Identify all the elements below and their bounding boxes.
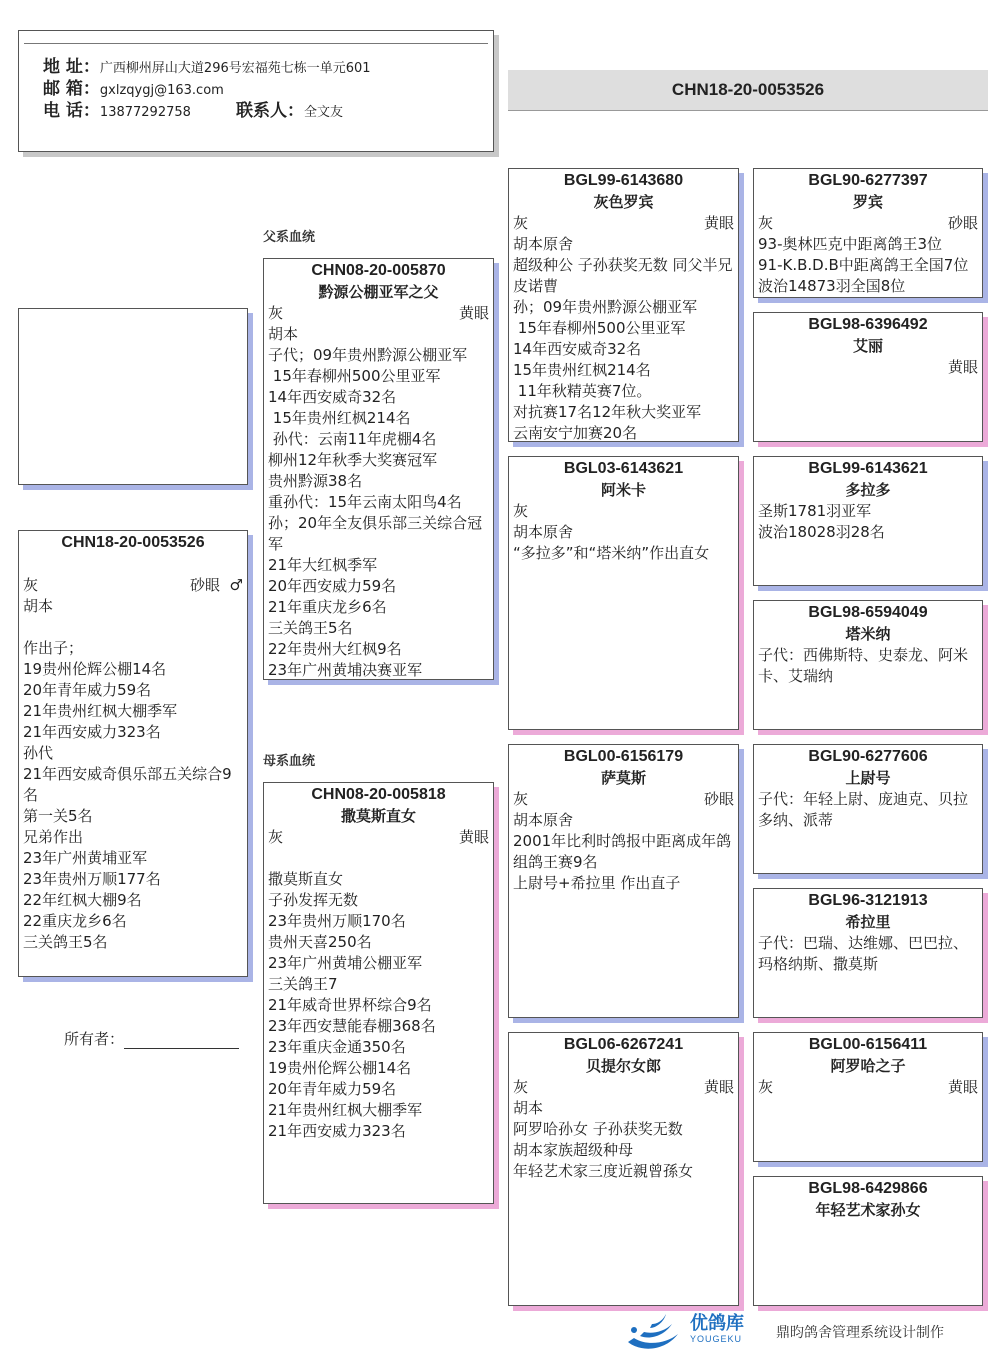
note-line: 15年贵州红枫214名 [268,409,411,427]
note-line: 重孙代：15年云南太阳鸟4名 [268,493,462,511]
note-line [19,617,247,638]
subject-notes [19,596,247,953]
note-line: 子代：西佛斯特、史泰龙、阿米卡、艾瑞纳 [758,646,969,685]
gp-ss-attrs [509,213,738,234]
gp-dd-ring: BGL06-6267241 [563,1036,684,1053]
ggp-name: 罗宾 [852,193,883,211]
ggp-eye: 黄眼 [947,358,978,376]
great-grandparent-card [753,1032,983,1162]
note-line: 23年贵州万顺170名 [268,912,406,930]
contact-person-label: 联系人： [236,101,304,121]
note-line: 孙；09年贵州黔源公棚亚军 [513,298,698,316]
subject-eye: 砂眼 [189,576,220,594]
note-line: 19贵州伦辉公棚14名 [23,660,167,678]
note-line: 柳州12年秋季大奖赛冠军 [268,451,438,469]
dam-eye: 黄眼 [458,828,489,846]
great-grandparent-card [753,600,983,730]
note-line: 孙代 [23,744,54,762]
address-label: 地 址： [43,57,100,77]
gp-ds-eye: 砂眼 [703,790,734,808]
ggp-attrs [754,213,982,234]
dam-line-label: 母系血统 [263,754,316,769]
note-line: 第一关5名 [23,807,93,825]
gp-dd-eye: 黄眼 [703,1078,734,1096]
subject-color: 灰 [23,576,39,594]
gp-ss-name: 灰色罗宾 [593,193,654,211]
note-line: 23年重庆金通350名 [268,1038,406,1056]
subject-card [18,530,248,977]
note-line: 19贵州伦辉公棚14名 [268,1059,412,1077]
note-line: 14年西安威奇32名 [513,340,642,358]
gp-sd-color: 灰 [513,502,529,520]
gp-sd-notes [509,522,738,564]
owner-label: 所有者： [64,1030,125,1048]
note-line: 2001年比利时鸽报中距离成年鸽组鸽王赛9名 [513,832,732,871]
email-value: gxlzqygj@163.com [99,83,224,98]
gp-ds-attrs [509,789,738,810]
note-line: 15年贵州红枫214名 [513,361,651,379]
dam-color: 灰 [268,828,284,846]
ggp-ring: BGL99-6143621 [808,460,928,477]
great-grandparent-card [753,456,983,586]
grandsire-paternal-card [508,168,739,442]
gp-ss-notes [509,234,738,442]
email-label: 邮 箱： [43,79,100,99]
sire-notes [264,324,493,680]
ggp-color: 灰 [758,1078,774,1096]
note-line: 年轻艺术家三度近親曾孫女 [513,1162,694,1180]
photo-frame [18,308,248,485]
dam-name: 撒莫斯直女 [340,807,416,825]
sex-icon: ♂ [229,576,243,594]
note-line: 23年西安慧能春棚368名 [268,1017,436,1035]
sire-name: 黔源公棚亚军之父 [318,283,439,301]
ggp-ring: BGL98-6429866 [808,1180,928,1197]
note-line: “多拉多”和“塔米纳”作出直女 [513,544,710,562]
dam-notes [264,848,493,1142]
gp-ds-name: 萨莫斯 [600,769,646,787]
ggp-name: 多拉多 [845,481,891,499]
phone-label: 电 话： [43,101,100,121]
note-line: 波治14873羽全国8位 [758,277,906,295]
note-line [264,848,493,869]
granddam-paternal-card [508,456,739,730]
great-grandparent-card [753,744,983,874]
note-line: 20年青年威力59名 [23,681,152,699]
note-line: 11年秋精英赛7位。 [513,382,652,400]
note-line: 23年广州黄埔公棚亚军 [268,954,423,972]
note-line: 21年西安威奇俱乐部五关综合9名 [23,765,232,804]
note-line: 兄弟作出 [23,828,84,846]
ggp-ring: BGL90-6277397 [808,172,928,189]
note-line: 21年贵州红枫大棚季军 [23,702,178,720]
sire-line-label: 父系血统 [263,230,316,245]
note-line: 三关鸽王5名 [268,619,353,637]
great-grandparent-card [753,888,983,1018]
ggp-name: 艾丽 [852,337,883,355]
ggp-ring: BGL98-6594049 [808,604,928,621]
great-grandparent-card [753,168,983,298]
note-line: 超级种公 子孙获奖无数 同父半兄皮诺曹 [513,256,733,295]
note-line: 孙；20年全友俱乐部三关综合冠军 [268,514,483,553]
gp-ds-notes [509,810,738,894]
gp-dd-name: 贝提尔女郎 [585,1057,661,1075]
sire-attrs [264,303,493,324]
note-line: 15年春柳州500公里亚军 [513,319,686,337]
ggp-ring: BGL96-3121913 [808,892,928,909]
note-line: 子代；09年贵州黔源公棚亚军 [268,346,468,364]
note-line: 胡本原舍 [513,523,574,541]
ggp-eye: 黄眼 [947,1078,978,1096]
note-line: 23年广州黄埔决赛亚军 [268,661,423,679]
note-line: 孙代：云南11年虎棚4名 [268,430,437,448]
note-line: 21年西安威力323名 [23,723,161,741]
footer [620,1310,1000,1358]
sire-ring: CHN08-20-005870 [311,262,446,279]
note-line: 21年西安威力323名 [268,1122,406,1140]
gp-ds-ring: BGL00-6156179 [563,748,684,765]
ggp-ring: BGL00-6156411 [808,1036,928,1053]
note-line: 23年广州黄埔亚军 [23,849,148,867]
gp-ss-eye: 黄眼 [703,214,734,232]
note-line: 云南安宁加赛20名 [513,424,638,442]
sire-color: 灰 [268,304,284,322]
logo-text-cn: 优鸽库 [690,1313,744,1334]
yougeku-logo-icon [620,1312,686,1356]
great-grandparent-card [753,1176,983,1306]
gp-dd-notes [509,1098,738,1182]
note-line: 15年春柳州500公里亚军 [268,367,441,385]
contact-person-value: 全文友 [304,105,344,120]
address-value: 广西柳州屏山大道296号宏福苑七栋一单元601 [99,61,371,76]
note-line: 波治18028羽28名 [758,523,885,541]
note-line: 91-K.B.D.B中距离鸽王全国7位 [758,256,969,274]
note-line: 撒莫斯直女 [268,870,344,888]
subject-attrs [19,575,247,596]
gp-sd-attrs [509,501,738,522]
contact-card [18,30,494,152]
note-line: 胡本原舍 [513,811,574,829]
note-line: 上尉号+希拉里 作出直子 [513,874,681,892]
note-line: 21年贵州红枫大棚季军 [268,1101,423,1119]
ggp-name: 上尉号 [845,769,891,787]
phone-value: 13877292758 [99,105,191,120]
gp-dd-color: 灰 [513,1078,529,1096]
note-line: 子代：巴瑞、达维娜、巴巴拉、玛格纳斯、撒莫斯 [758,934,969,973]
note-line: 子代：年轻上尉、庞迪克、贝拉多纳、派蒂 [758,790,969,829]
ggp-ring: BGL98-6396492 [808,316,928,333]
ggp-name: 阿罗哈之子 [830,1057,906,1075]
note-line: 93-奥林匹克中距离鸽王3位 [758,235,943,253]
title-ring: CHN18-20-0053526 [671,80,825,99]
note-line: 三关鸽王5名 [23,933,108,951]
gp-sd-ring: BGL03-6143621 [563,460,684,477]
logo-text-en: YOUGEKU [690,1334,743,1344]
contact-divider [24,43,488,44]
note-line: 三关鸽王7 [268,975,338,993]
ggp-color: 灰 [758,214,774,232]
dam-attrs [264,827,493,848]
note-line: 作出子； [23,639,84,657]
gp-ss-color: 灰 [513,214,529,232]
gp-ds-color: 灰 [513,790,529,808]
ggp-name: 塔米纳 [845,625,891,643]
dam-ring: CHN08-20-005818 [311,786,446,803]
dam-card [263,782,494,1204]
note-line: 20年西安威力59名 [268,577,397,595]
note-line: 22年贵州大红枫9名 [268,640,402,658]
note-line: 胡本 [268,325,299,343]
note-line: 胡本 [23,597,54,615]
credit-text: 鼎昀鸽舍管理系统设计制作 [776,1325,944,1341]
note-line: 子孙发挥无数 [268,891,359,909]
gp-sd-name: 阿米卡 [600,481,646,499]
note-line: 对抗赛17名12年秋大奖亚军 [513,403,702,421]
ggp-ring: BGL90-6277606 [808,748,928,765]
note-line: 胡本 [513,1099,544,1117]
granddam-maternal-card [508,1032,739,1306]
note-line: 胡本家族超级种母 [513,1141,634,1159]
note-line: 22重庆龙乡6名 [23,912,127,930]
note-line: 21年大红枫季军 [268,556,378,574]
grandsire-maternal-card [508,744,739,1018]
ggp-attrs [754,357,982,378]
title-banner [508,70,988,111]
note-line: 21年重庆龙乡6名 [268,598,387,616]
ggp-attrs [754,1077,982,1098]
note-line: 20年青年威力59名 [268,1080,397,1098]
ggp-name: 希拉里 [845,913,891,931]
note-line: 21年威奇世界杯综合9名 [268,996,432,1014]
owner-underline [124,1034,239,1049]
note-line: 14年西安威奇32名 [268,388,397,406]
great-grandparent-card [753,312,983,442]
note-line: 23年贵州万顺177名 [23,870,161,888]
note-line: 阿罗哈孙女 子孙获奖无数 [513,1120,683,1138]
note-line: 22年红枫大棚9名 [23,891,142,909]
subject-ring: CHN18-20-0053526 [61,534,205,551]
note-line: 贵州天喜250名 [268,933,372,951]
ggp-eye: 砂眼 [947,214,978,232]
sire-eye: 黄眼 [458,304,489,322]
gp-ss-ring: BGL99-6143680 [563,172,684,189]
note-line: 贵州黔源38名 [268,472,363,490]
owner-field [64,1028,239,1049]
note-line: 胡本原舍 [513,235,574,253]
note-line: 圣斯1781羽亚军 [758,502,872,520]
gp-dd-attrs [509,1077,738,1098]
ggp-name: 年轻艺术家孙女 [815,1201,921,1219]
sire-card [263,258,494,680]
